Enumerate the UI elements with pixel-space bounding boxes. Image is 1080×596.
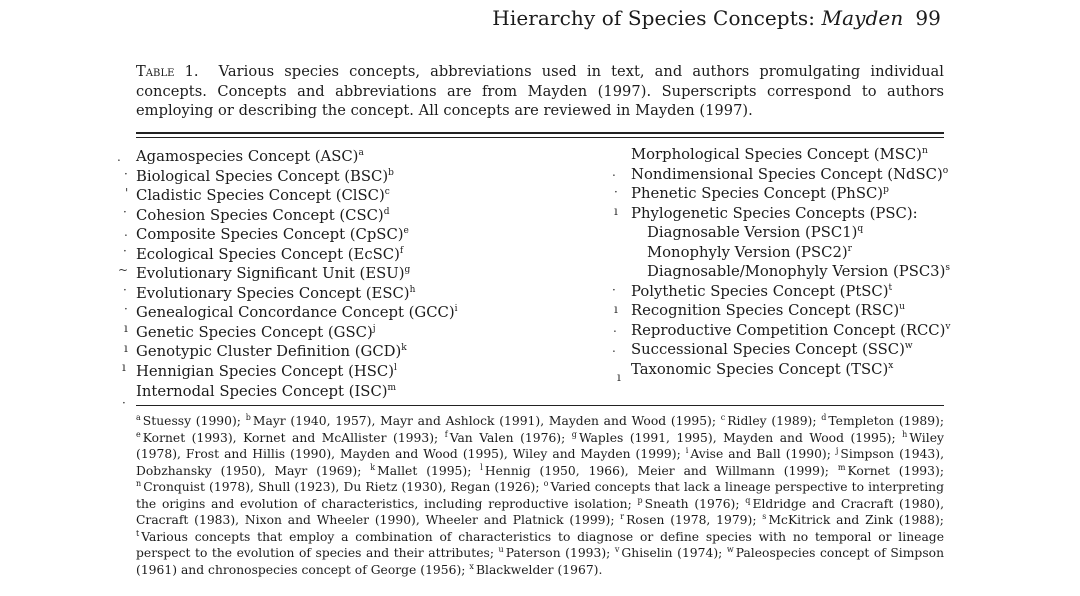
concept-name: Monophyly Version (PSC2)	[647, 243, 848, 261]
concept-name: Cladistic Species Concept (ClSC)	[136, 187, 385, 205]
concept-name: Nondimensional Species Concept (NdSC)	[631, 165, 943, 183]
species-concept-item	[631, 282, 950, 302]
species-concept-item	[136, 225, 458, 245]
footnote-marker: b	[245, 413, 251, 422]
scan-mark: ı	[124, 341, 128, 355]
footnote-marker: w	[726, 545, 734, 555]
footnote-marker: k	[370, 462, 376, 472]
concept-name: Ecological Species Concept (EcSC)	[136, 245, 400, 263]
scan-mark: ~	[118, 263, 129, 277]
right-concept-column	[631, 145, 950, 380]
scan-mark: ·	[124, 167, 128, 181]
scan-mark: ı	[614, 302, 618, 316]
footnote-marker: a	[136, 413, 141, 422]
concept-superscript: s	[945, 263, 950, 274]
species-concept-item	[136, 206, 458, 226]
species-concept-item	[631, 204, 950, 224]
concept-superscript: b	[388, 167, 394, 178]
footnote-marker: s	[762, 512, 767, 522]
top-rule-thin	[136, 137, 944, 138]
concept-superscript: p	[883, 185, 889, 196]
species-concept-item	[136, 323, 458, 343]
footnotes	[136, 413, 944, 578]
footnote-text: Hennig (1950, 1966), Meier and Willmann (1999);	[484, 463, 838, 478]
footnote-text: Van Valen (1976);	[449, 430, 572, 445]
concept-superscript: h	[409, 284, 416, 295]
concept-superscript: w	[904, 341, 913, 352]
concept-superscript: g	[404, 265, 411, 276]
scan-mark: ·	[123, 283, 127, 297]
scan-mark: ı	[614, 204, 618, 218]
footnote-marker: n	[136, 479, 142, 489]
concept-superscript: q	[857, 224, 864, 235]
species-concept-item	[631, 165, 950, 185]
concept-superscript: o	[942, 165, 949, 176]
footnote-text: Kornet (1993), Kornet and McAllister (1993);	[142, 430, 445, 445]
species-concept-item	[631, 301, 950, 321]
footnote-marker: g	[571, 429, 577, 439]
scan-mark: ·	[612, 283, 616, 297]
footnote-marker: o	[543, 479, 549, 489]
concept-name: Evolutionary Significant Unit (ESU)	[136, 265, 405, 283]
concept-name: Diagnosable/Monophyly Version (PSC3)	[647, 263, 946, 281]
scan-mark: '	[125, 186, 129, 200]
concept-superscript: j	[372, 323, 376, 334]
species-concept-item	[136, 284, 458, 304]
footnote-marker: j	[835, 446, 839, 456]
footnote-text: Stuessy (1990);	[142, 414, 246, 428]
footnote-marker: v	[614, 545, 620, 555]
scan-mark: .	[124, 225, 128, 239]
species-concept-item	[631, 223, 950, 243]
footnote-text: Paleospecies concept of Simpson (1961) and chronospecies concept of George (1956);	[136, 546, 945, 577]
footnote-marker: e	[136, 429, 141, 439]
footnote-text: Eldridge and Cracraft (1980), Cracraft (1983), Nixon and Wheeler (1990), Wheeler and Platnick (1999);	[136, 496, 944, 528]
footnote-text: Mallet (1995);	[377, 463, 481, 478]
footnote-text: Simpson (1943), Dobzhansky (1950), Mayr (1969);	[136, 447, 945, 478]
footnote-text: Blackwelder (1967).	[475, 562, 603, 577]
concept-superscript: k	[401, 343, 407, 354]
species-concept-item	[631, 321, 950, 341]
footnote-marker: c	[720, 413, 726, 422]
concept-name: Taxonomic Species Concept (TSC)	[631, 361, 889, 379]
footnote-marker: h	[902, 429, 908, 439]
footnote-marker: q	[745, 495, 751, 505]
footnote-text: Ghiselin (1974);	[621, 546, 727, 561]
scan-mark: ı	[124, 321, 128, 335]
footnote-marker: f	[444, 429, 448, 439]
species-concept-item	[631, 262, 950, 282]
scan-mark: ·	[122, 396, 126, 410]
concept-name: Phenetic Species Concept (PhSC)	[631, 185, 884, 203]
species-concept-item	[631, 145, 950, 165]
footnote-text: Wiley (1978), Frost and Hillis (1990), Mayden and Wood (1995), Wiley and Mayden (1999);	[136, 430, 944, 462]
running-header	[492, 6, 941, 30]
concept-name: Recognition Species Concept (RSC)	[631, 302, 900, 320]
species-concept-item	[631, 184, 950, 204]
footnote-text: Varied concepts that lack a lineage perspective to interpreting the origins and evolution of characteristics, including reproductive isolation;	[136, 480, 944, 511]
left-concept-column	[136, 147, 458, 401]
concept-superscript: d	[383, 206, 390, 217]
footnote-text: Rosen (1978, 1979);	[626, 513, 763, 528]
concept-superscript: x	[888, 361, 894, 372]
scan-mark: .	[612, 165, 616, 179]
concept-superscript: v	[945, 321, 951, 332]
footnote-marker: m	[837, 462, 846, 472]
concept-name: Genealogical Concordance Concept (GCC)	[136, 304, 455, 322]
footnote-text: Various concepts that employ a combination of characteristics to diagnose or define species with no temporal or lineage perspect to the evolution of species and their attributes;	[136, 529, 944, 561]
top-rule	[136, 132, 944, 134]
concept-superscript: t	[888, 282, 893, 293]
concept-name: Genetic Species Concept (GSC)	[136, 323, 373, 341]
concept-name: Phylogenetic Species Concepts (PSC):	[631, 204, 918, 222]
scan-mark: .	[613, 321, 617, 335]
concept-superscript: c	[384, 187, 390, 198]
species-concept-item	[136, 303, 458, 323]
footnote-marker: u	[498, 545, 504, 555]
scan-mark: ·	[123, 205, 127, 219]
footnote-text: Waples (1991, 1995), Mayden and Wood (1995);	[578, 430, 903, 445]
footnote-text: Kornet (1993);	[847, 463, 944, 478]
footnote-marker: i	[685, 446, 689, 456]
footnote-marker: r	[620, 512, 625, 522]
species-concept-item	[631, 360, 950, 380]
header-title: Hierarchy of Species Concepts:	[492, 6, 822, 30]
species-concept-item	[136, 382, 458, 402]
footnote-marker: t	[136, 528, 140, 538]
concept-name: Agamospecies Concept (ASC)	[136, 148, 359, 165]
footnote-text: Cronquist (1978), Shull (1923), Du Rietz (1930), Regan (1926);	[143, 480, 544, 495]
concept-name: Internodal Species Concept (ISC)	[136, 382, 388, 400]
scan-mark: ·	[123, 244, 127, 258]
concept-superscript: r	[847, 243, 852, 254]
concept-name: Composite Species Concept (CpSC)	[136, 226, 404, 244]
concept-superscript: e	[403, 226, 409, 237]
table-caption	[136, 62, 944, 121]
concept-superscript: m	[387, 382, 397, 393]
species-concept-item	[136, 245, 458, 265]
scan-mark: ·	[614, 185, 618, 199]
footnote-text: McKitrick and Zink (1988);	[768, 513, 944, 528]
species-concept-item	[136, 186, 458, 206]
scan-mark: ı	[122, 360, 126, 374]
footnote-text: Avise and Ball (1990);	[690, 447, 836, 462]
footnote-text: Paterson (1993);	[505, 546, 615, 561]
concept-superscript: i	[454, 304, 458, 315]
concept-name: Polythetic Species Concept (PtSC)	[631, 282, 889, 300]
concept-superscript: n	[921, 146, 928, 156]
footnote-text: Templeton (1989);	[828, 414, 945, 428]
scan-mark: .	[612, 341, 616, 355]
species-concept-item	[136, 147, 458, 167]
concept-name: Cohesion Species Concept (CSC)	[136, 206, 384, 224]
species-concept-item	[136, 362, 458, 382]
concept-superscript: a	[358, 148, 364, 158]
concept-name: Successional Species Concept (SSC)	[631, 341, 905, 359]
concept-name: Biological Species Concept (BSC)	[136, 167, 389, 185]
concept-name: Evolutionary Species Concept (ESC)	[136, 284, 410, 302]
species-concept-item	[136, 167, 458, 187]
footnote-text: Mayr (1940, 1957), Mayr and Ashlock (1991), Mayden and Wood (1995);	[252, 414, 721, 428]
footnote-marker: l	[480, 462, 483, 472]
species-concept-item	[136, 342, 458, 362]
species-concept-item	[631, 340, 950, 360]
scan-mark: ·	[124, 302, 128, 316]
species-concept-item	[136, 264, 458, 284]
species-concept-item	[631, 243, 950, 263]
concept-superscript: f	[399, 245, 404, 256]
table-label: Table 1.	[136, 63, 199, 80]
scan-mark: .	[117, 150, 121, 164]
footnote-text: Sneath (1976);	[644, 496, 746, 511]
concept-superscript: u	[899, 302, 905, 313]
concept-name: Genotypic Cluster Definition (GCD)	[136, 343, 402, 361]
footnote-text: Ridley (1989);	[727, 414, 822, 428]
page-number: 99	[915, 6, 941, 30]
concept-name: Reproductive Competition Concept (RCC)	[631, 321, 946, 339]
concept-name: Morphological Species Concept (MSC)	[631, 146, 922, 163]
bottom-rule	[136, 405, 944, 406]
scan-mark: ı	[617, 370, 621, 384]
footnote-marker: d	[821, 413, 827, 422]
concept-name: Diagnosable Version (PSC1)	[647, 224, 858, 242]
caption-text: Various species concepts, abbreviations used in text, and authors promulgating individual concepts. Concepts and abbreviations are from Mayden (1997). Superscripts correspond to authors employing or describing the concept. All concepts are reviewed in Mayden (1997).	[136, 63, 944, 119]
footnote-marker: x	[469, 561, 474, 571]
concept-superscript: l	[394, 363, 397, 374]
concept-name: Hennigian Species Concept (HSC)	[136, 363, 394, 381]
footnote-marker: p	[637, 495, 643, 505]
header-author: Mayden	[821, 6, 904, 30]
